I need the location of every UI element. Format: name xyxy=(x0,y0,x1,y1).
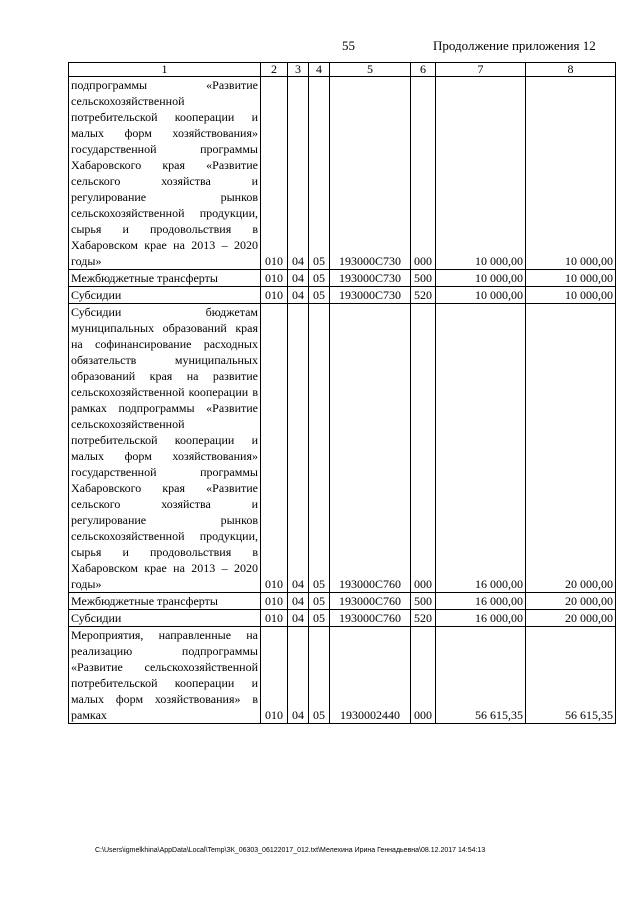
cell-subsection: 05 xyxy=(309,610,330,627)
cell-subsection: 05 xyxy=(309,287,330,304)
cell-expense-type: 500 xyxy=(411,593,436,610)
cell-target-item: 193000С730 xyxy=(330,77,411,270)
cell-ministry: 010 xyxy=(261,627,288,724)
cell-amount-year-1: 10 000,00 xyxy=(436,287,526,304)
page-number: 55 xyxy=(342,38,355,53)
cell-expense-type: 500 xyxy=(411,270,436,287)
cell-expense-type: 000 xyxy=(411,77,436,270)
cell-expense-type: 000 xyxy=(411,627,436,724)
table-row xyxy=(69,77,616,270)
cell-expense-type: 000 xyxy=(411,304,436,593)
table-row xyxy=(69,270,616,287)
cell-section: 04 xyxy=(288,627,309,724)
cell-amount-year-1: 10 000,00 xyxy=(436,77,526,270)
cell-amount-year-1: 10 000,00 xyxy=(436,270,526,287)
table-row xyxy=(69,627,616,724)
cell-target-item: 193000С760 xyxy=(330,593,411,610)
cell-amount-year-2: 20 000,00 xyxy=(526,610,616,627)
cell-amount-year-2: 10 000,00 xyxy=(526,270,616,287)
row-description: Субсидии бюджетам муниципальных образований края на софинансирование расходных обязательств муниципальных образований края на развитие сельскохозяйственной кооперации в рамках подпрограммы «Развитие сельскохозяйственной потребительской кооперации и малых форм хозяйствования» государственной программы Хабаровского края «Развитие сельского хозяйства и регулирование рынков сельскохозяйственной продукции, сырья и продовольствия в Хабаровском крае на 2013 – 2020 годы» xyxy=(69,304,261,593)
column-header: 5 xyxy=(330,63,411,77)
column-header: 7 xyxy=(436,63,526,77)
column-header: 6 xyxy=(411,63,436,77)
row-description: Субсидии xyxy=(69,610,261,627)
row-description: Мероприятия, направленные на реализацию подпрограммы «Развитие сельскохозяйственной потребительской кооперации и малых форм хозяйствования» в рамках xyxy=(69,627,261,724)
cell-amount-year-2: 20 000,00 xyxy=(526,304,616,593)
table-row xyxy=(69,610,616,627)
cell-amount-year-2: 10 000,00 xyxy=(526,77,616,270)
cell-ministry: 010 xyxy=(261,77,288,270)
cell-expense-type: 520 xyxy=(411,610,436,627)
file-path-footer: C:\Users\igmelkhina\AppData\Local\Temp\ЗК_06303_06122017_012.txt\Мелехина Ирина Геннадьевна\08.12.2017 14:54:13 xyxy=(95,847,486,854)
cell-subsection: 05 xyxy=(309,593,330,610)
cell-amount-year-1: 56 615,35 xyxy=(436,627,526,724)
cell-subsection: 05 xyxy=(309,304,330,593)
cell-section: 04 xyxy=(288,77,309,270)
cell-amount-year-2: 20 000,00 xyxy=(526,593,616,610)
column-header-row xyxy=(69,63,616,77)
cell-amount-year-1: 16 000,00 xyxy=(436,610,526,627)
column-header: 1 xyxy=(69,63,261,77)
appendix-continuation-note: Продолжение приложения 12 xyxy=(433,38,596,53)
column-header: 8 xyxy=(526,63,616,77)
cell-amount-year-1: 16 000,00 xyxy=(436,593,526,610)
table-row xyxy=(69,593,616,610)
cell-subsection: 05 xyxy=(309,77,330,270)
cell-ministry: 010 xyxy=(261,610,288,627)
cell-section: 04 xyxy=(288,304,309,593)
cell-ministry: 010 xyxy=(261,593,288,610)
cell-ministry: 010 xyxy=(261,270,288,287)
cell-amount-year-1: 16 000,00 xyxy=(436,304,526,593)
budget-table xyxy=(68,62,616,724)
cell-subsection: 05 xyxy=(309,627,330,724)
cell-target-item: 193000С730 xyxy=(330,270,411,287)
table-row xyxy=(69,287,616,304)
cell-amount-year-2: 56 615,35 xyxy=(526,627,616,724)
cell-amount-year-2: 10 000,00 xyxy=(526,287,616,304)
cell-section: 04 xyxy=(288,287,309,304)
cell-section: 04 xyxy=(288,610,309,627)
cell-ministry: 010 xyxy=(261,287,288,304)
row-description: Межбюджетные трансферты xyxy=(69,593,261,610)
cell-expense-type: 520 xyxy=(411,287,436,304)
cell-section: 04 xyxy=(288,593,309,610)
row-description: подпрограммы «Развитие сельскохозяйственной потребительской кооперации и малых форм хозяйствования» государственной программы Хабаровского края «Развитие сельского хозяйства и регулирование рынков сельскохозяйственной продукции, сырья и продовольствия в Хабаровском крае на 2013 – 2020 годы» xyxy=(69,77,261,270)
table-row xyxy=(69,304,616,593)
row-description: Субсидии xyxy=(69,287,261,304)
column-header: 2 xyxy=(261,63,288,77)
row-description: Межбюджетные трансферты xyxy=(69,270,261,287)
cell-target-item: 193000С760 xyxy=(330,610,411,627)
cell-ministry: 010 xyxy=(261,304,288,593)
column-header: 4 xyxy=(309,63,330,77)
cell-target-item: 1930002440 xyxy=(330,627,411,724)
cell-subsection: 05 xyxy=(309,270,330,287)
cell-target-item: 193000С730 xyxy=(330,287,411,304)
cell-section: 04 xyxy=(288,270,309,287)
column-header: 3 xyxy=(288,63,309,77)
cell-target-item: 193000С760 xyxy=(330,304,411,593)
